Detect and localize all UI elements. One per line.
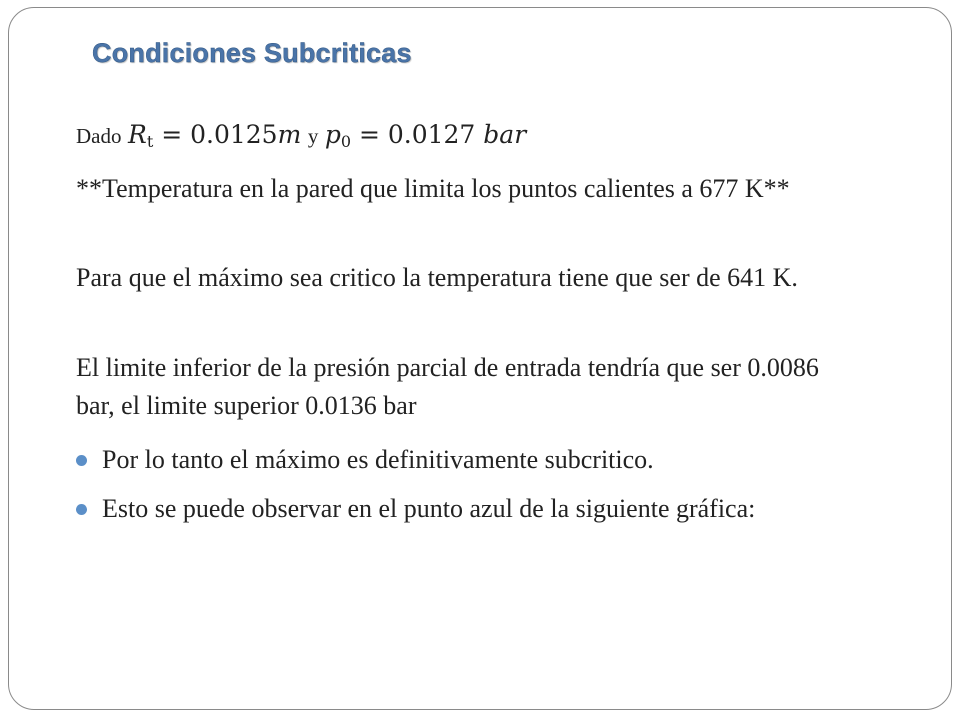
pressure-variable: p — [324, 120, 341, 149]
limits-paragraph: El limite inferior de la presión parcial de entrada tendría que ser 0.0086 bar, el limite superior 0.0136 bar — [76, 353, 819, 420]
bullet-dot-icon — [76, 504, 87, 515]
radius-unit: m — [277, 120, 302, 149]
radius-equation — [128, 120, 301, 149]
given-label: Dado — [76, 124, 122, 148]
radius-variable: R — [128, 120, 147, 149]
radius-subscript: t — [146, 132, 154, 151]
slide-title: Condiciones Subcriticas — [92, 38, 412, 68]
pressure-subscript: 0 — [340, 132, 352, 151]
given-values-line — [76, 116, 856, 161]
pressure-equation — [325, 120, 526, 149]
temperature-paragraph: **Temperatura en la pared que limita los puntos calientes a 677 K** — [76, 174, 790, 203]
pressure-value: = 0.0127 — [351, 120, 484, 149]
radius-value: = 0.0125 — [153, 120, 278, 149]
bullet-dot-icon — [76, 455, 87, 466]
pressure-unit: bar — [483, 120, 527, 149]
critical-paragraph: Para que el máximo sea critico la temperatura tiene que ser de 641 K. — [76, 263, 798, 292]
bullet-item-graph-reference — [76, 490, 856, 528]
conjunction: y — [307, 124, 319, 148]
bullet-item-subcritical — [76, 441, 856, 479]
bullet-text: Esto se puede observar en el punto azul de la siguiente gráfica: — [102, 494, 756, 523]
bullet-text: Por lo tanto el máximo es definitivamente subcritico. — [102, 445, 654, 474]
